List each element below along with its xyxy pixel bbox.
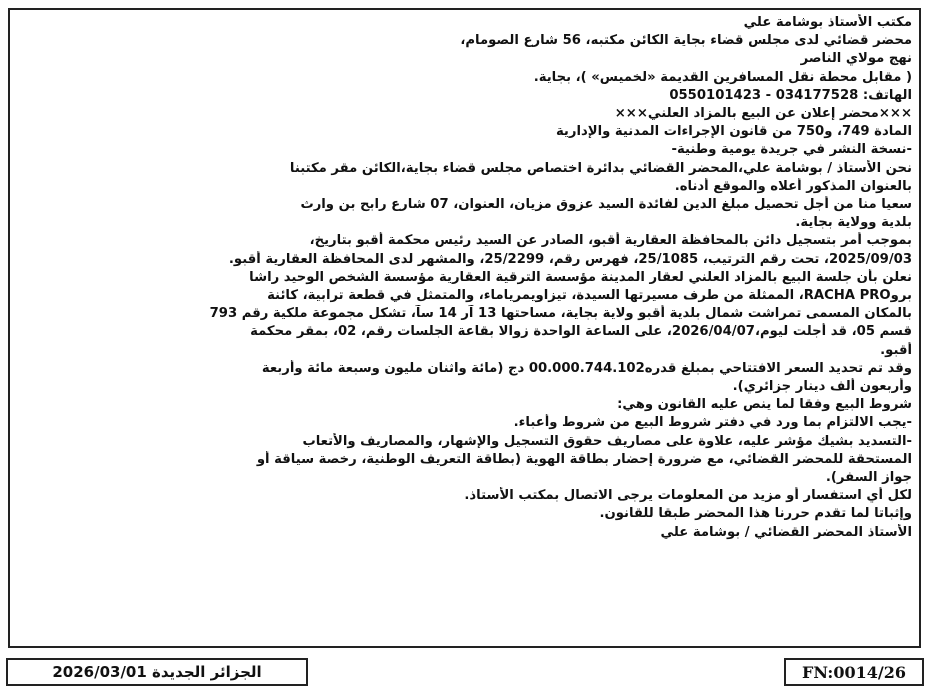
office-title: مكتب الأستاذ بوشامة علي: [743, 15, 912, 30]
newspaper-date: الجزائر الجديدة 2026/03/01: [52, 663, 262, 681]
body-line: بروRACHA PRO، الممثلة من طرف مسيرتها السيدة، تيزاويمرياماء، والمتمثل في قطعة ترابية، كائنة: [267, 288, 912, 304]
newspaper-date-box: [6, 658, 308, 686]
body-line: 2025/09/03، تحت رقم الترتيب، 25/1085، فهرس رقم، 25/2299، والمشهر لدى المحافظة العقارية أقبو.: [228, 251, 912, 267]
legal-articles-line: المادة 749، و750 من قانون الإجراءات المدنية والإدارية: [555, 124, 912, 140]
body-line: نعلن بأن جلسة البيع بالمزاد العلني لعقار المدينة مؤسسة الترقية العقارية مؤسسة الشخص الوحيد راشا: [249, 269, 912, 285]
condition-item: جواز السفر).: [825, 470, 912, 486]
office-phone-line: الهاتف: 034177528 - 0550101423: [669, 87, 912, 103]
condition-item: -يجب الالتزام بما ورد في دفتر شروط البيع من شروط وأعباء.: [513, 415, 912, 431]
body-line: وأربعون ألف دينار جزائري).: [732, 379, 912, 395]
office-address-line: محضر قضائي لدى مجلس قضاء بجاية الكائن مكتبه، 56 شارع الصومام،: [460, 33, 912, 49]
conditions-heading: شروط البيع وفقا لما ينص عليه القانون وهي:: [617, 397, 912, 413]
body-line: بلدية وولاية بجاية.: [795, 215, 912, 231]
publication-copy-line: -نسخة النشر في جريدة يومية وطنية-: [671, 142, 912, 158]
closing-line: وإثباتا لما تقدم حررنا هذا المحضر طبقا للقانون.: [599, 506, 912, 522]
body-line: أقبو.: [880, 342, 912, 358]
body-line: بموجب أمر بتسجيل دائن بالمحافظة العقارية أقبو، الصادر عن السيد رئيس محكمة أقبو بتاريخ،: [309, 233, 912, 249]
office-landmark-line: ( مقابل محطة نقل المسافرين القديمة «لخميس» )، بجاية.: [533, 69, 912, 85]
reference-number: FN:0014/26: [802, 662, 906, 682]
opening-price-line: وقد تم تحديد السعر الافتتاحي بمبلغ قدره00.000.744.102 دج (مائة واثنان مليون وسبعة مائة وأربعة: [261, 360, 912, 376]
body-line: قسم 05، قد أجلت ليوم،2026/04/07، على الساعة الواحدة زوالا بقاعة الجلسات رقم، 02، بمقر محكمة: [250, 324, 912, 340]
notice-heading: ×××محضر إعلان عن البيع بالمزاد العلني×××: [614, 106, 912, 122]
body-line: سعيا منا من أجل تحصيل مبلغ الدين لفائدة السيد عزوق مزيان، العنوان، 07 شارع رابح بن وارث: [300, 197, 912, 213]
condition-item: -التسديد بشيك مؤشر عليه، علاوة على مصاريف حقوق التسجيل والإشهار، والمصاريف والأتعاب: [302, 433, 912, 449]
office-street-line: نهج مولاي الناصر: [800, 51, 912, 67]
body-line: بالعنوان المذكور أعلاه والموقع أدناه.: [674, 178, 912, 194]
condition-item: المستحقة للمحضر القضائي، مع ضرورة إحضار بطاقة الهوية (بطاقة التعريف الوطنية، رخصة سياقة أو: [256, 451, 912, 467]
notice-body: [14, 14, 912, 634]
body-line: نحن الأستاذ / بوشامة علي،المحضر القضائي بدائرة اختصاص مجلس قضاء بجاية،الكائن مقر مكتبنا: [289, 160, 912, 176]
reference-box: [784, 658, 924, 686]
contact-line: لكل أي استفسار أو مزيد من المعلومات يرجى الاتصال بمكتب الأستاذ.: [464, 488, 912, 504]
body-line: بالمكان المسمى تمراشت شمال بلدية أقبو ولاية بجاية، مساحتها 13 آر 14 سآ، تشكل مجموعة ملكية رقم 793: [209, 306, 912, 322]
signature-line: الأستاذ المحضر القضائي / بوشامة علي: [660, 524, 912, 540]
